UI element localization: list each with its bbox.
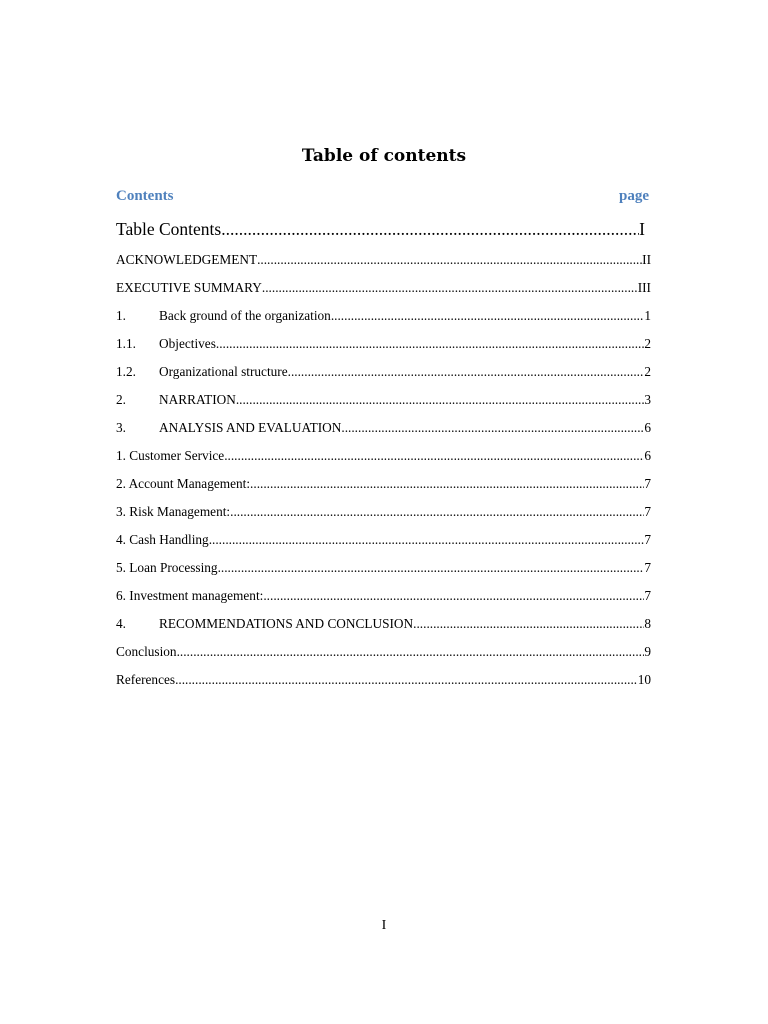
toc-entry-page: I	[639, 219, 645, 239]
table-of-contents	[116, 218, 651, 698]
toc-entry-label: Table Contents	[116, 219, 222, 239]
toc-entry-recommendations-conclusion[interactable]	[116, 614, 651, 642]
footer-page-number: I	[381, 918, 387, 933]
toc-entry-narration[interactable]	[116, 390, 651, 418]
toc-entry-page: 7	[644, 532, 651, 547]
toc-entry-page: 1	[644, 308, 651, 323]
dot-leader	[218, 558, 645, 578]
toc-entry-number: 1.1.	[116, 336, 136, 351]
dot-leader	[262, 278, 638, 298]
page-title: Table of contents	[301, 146, 467, 166]
dot-leader	[413, 614, 644, 634]
dot-leader	[216, 334, 644, 354]
toc-entry-page: 7	[644, 588, 651, 603]
toc-entry-page: 2	[644, 336, 651, 351]
toc-entry-analysis-evaluation[interactable]	[116, 418, 651, 446]
toc-entry-conclusion[interactable]	[116, 642, 651, 670]
toc-entry-page: III	[637, 280, 651, 295]
toc-entry-label: References	[116, 672, 176, 687]
dot-leader	[288, 362, 645, 382]
toc-entry-label: 1. Customer Service	[116, 448, 225, 463]
toc-entry-investment-management[interactable]	[116, 586, 651, 614]
toc-header	[116, 188, 649, 210]
contents-heading: Contents	[116, 188, 174, 204]
dot-leader	[221, 218, 639, 240]
dot-leader	[224, 446, 644, 466]
dot-leader	[175, 670, 638, 690]
toc-entry-page: 3	[644, 392, 651, 407]
toc-entry-page: 9	[644, 644, 651, 659]
toc-entry-label: Back ground of the organization	[159, 308, 331, 323]
toc-entry-acknowledgement[interactable]	[116, 250, 651, 278]
toc-entry-number: 2.	[116, 392, 126, 407]
toc-entry-organizational-structure[interactable]	[116, 362, 651, 390]
toc-entry-label: ACKNOWLEDGEMENT	[116, 252, 258, 267]
toc-entry-executive-summary[interactable]	[116, 278, 651, 306]
toc-entry-objectives[interactable]	[116, 334, 651, 362]
toc-entry-number: 3.	[116, 420, 126, 435]
dot-leader	[177, 642, 645, 662]
toc-entry-background[interactable]	[116, 306, 651, 334]
toc-entry-page: 6	[644, 448, 651, 463]
toc-entry-page: 7	[644, 504, 651, 519]
toc-entry-references[interactable]	[116, 670, 651, 698]
dot-leader	[230, 502, 644, 522]
toc-entry-page: 10	[637, 672, 651, 687]
dot-leader	[263, 586, 644, 606]
toc-entry-label: 5. Loan Processing	[116, 560, 218, 575]
dot-leader	[209, 530, 645, 550]
toc-entry-number: 4.	[116, 616, 126, 631]
toc-entry-page: 6	[644, 420, 651, 435]
dot-leader	[341, 418, 644, 438]
toc-entry-label: Conclusion	[116, 644, 177, 659]
dot-leader	[257, 250, 642, 270]
toc-entry-label: 3. Risk Management:	[116, 504, 231, 519]
toc-entry-account-management[interactable]	[116, 474, 651, 502]
toc-entry-number: 1.	[116, 308, 126, 323]
toc-entry-risk-management[interactable]	[116, 502, 651, 530]
toc-entry-label: 6. Investment management:	[116, 588, 264, 603]
toc-entry-page: 2	[644, 364, 651, 379]
toc-entry-page: 7	[644, 560, 651, 575]
toc-entry-cash-handling[interactable]	[116, 530, 651, 558]
toc-entry-label: Organizational structure	[159, 364, 288, 379]
toc-entry-page: 8	[644, 616, 651, 631]
toc-entry-label: 4. Cash Handling	[116, 532, 209, 547]
toc-entry-loan-processing[interactable]	[116, 558, 651, 586]
toc-entry-label: 2. Account Management:	[116, 476, 251, 491]
dot-leader	[236, 390, 645, 410]
dot-leader	[250, 474, 644, 494]
toc-entry-page: II	[642, 252, 651, 267]
toc-entry-label: Objectives	[159, 336, 216, 351]
toc-entry-customer-service[interactable]	[116, 446, 651, 474]
page-heading: page	[619, 188, 649, 204]
toc-entry-label: NARRATION	[159, 392, 236, 407]
toc-entry-label: EXECUTIVE SUMMARY	[116, 280, 262, 295]
dot-leader	[331, 306, 645, 326]
toc-entry-label: ANALYSIS AND EVALUATION	[159, 420, 342, 435]
toc-entry-label: RECOMMENDATIONS AND CONCLUSION	[159, 616, 414, 631]
toc-entry-page: 7	[644, 476, 651, 491]
toc-entry-number: 1.2.	[116, 364, 136, 379]
toc-entry-table-contents[interactable]	[116, 218, 651, 250]
